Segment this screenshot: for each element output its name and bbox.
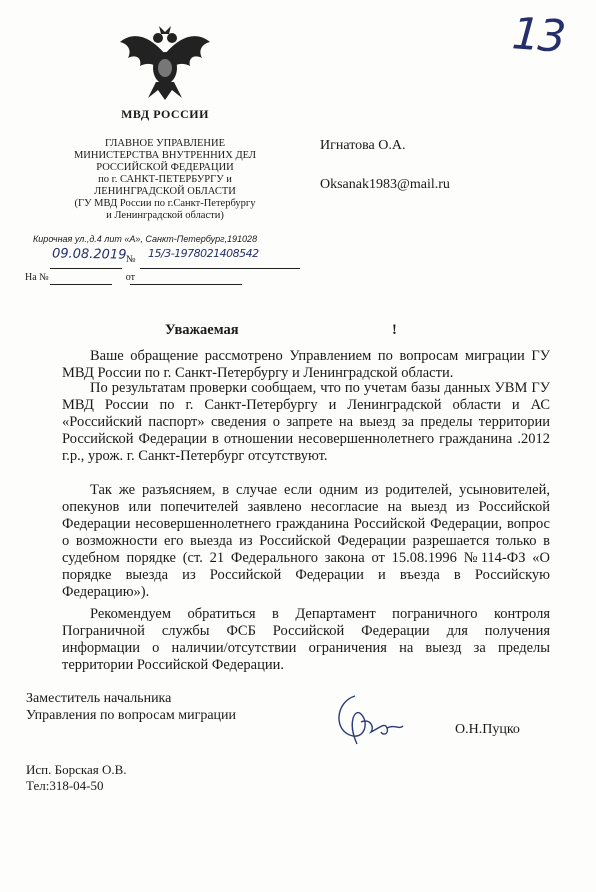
- paragraph: По результатам проверки сообщаем, что по учетам базы данных УВМ ГУ МВД России по г. Санкт-Петербургу и Ленинградской области и АС «Российский паспорт» сведения о запрете на выезд за пределы территории Российской Федерации в отношении несовершеннолетнего гражданина .2012 г.р., урож. г. Санкт-Петербург отсутствуют.: [62, 380, 550, 464]
- na-prefix: На №: [25, 272, 49, 283]
- ot-prefix: от: [125, 272, 135, 283]
- handwritten-signature: [325, 692, 415, 752]
- reference-row: [25, 272, 135, 283]
- paragraph: Ваше обращение рассмотрено Управлением по вопросам миграции ГУ МВД России по г. Санкт-Петербургу и Ленинградской области.: [62, 348, 550, 381]
- org-line: МИНИСТЕРСТВА ВНУТРЕННИХ ДЕЛ: [73, 150, 257, 161]
- recipient-email: Oksanak1983@mail.ru: [320, 177, 450, 192]
- redacted-name: [275, 322, 385, 340]
- org-name: МВД РОССИИ: [121, 107, 209, 121]
- org-line: ГЛАВНОЕ УПРАВЛЕНИЕ: [104, 138, 225, 149]
- number-prefix: №: [126, 254, 136, 265]
- executor-name: Исп. Борская О.В.: [26, 762, 127, 777]
- org-line: и Ленинградской области): [106, 210, 224, 221]
- recipient-name: Игнатова О.А.: [320, 138, 406, 153]
- org-block: [60, 138, 270, 222]
- paragraph: Рекомендуем обратиться в Департамент пограничного контроля Пограничной службы ФСБ Российской Федерации для получения информации о наличии/отсутствии ограничения на выезд за пределы территории Российской Федерации.: [62, 606, 550, 673]
- executor-phone: Тел:318-04-50: [26, 778, 104, 793]
- signer-name: О.Н.Пуцко: [455, 722, 520, 737]
- signer-title-line: Управления по вопросам миграции: [26, 708, 237, 723]
- org-line: РОССИЙСКОЙ ФЕДЕРАЦИИ: [96, 162, 234, 173]
- registration-number: 15/3-1978021408542: [148, 247, 259, 260]
- handwritten-page-number: 13: [510, 8, 566, 63]
- greeting: Уважаемая: [165, 322, 239, 338]
- paragraph: Так же разъясняем, в случае если одним из родителей, усыновителей, опекунов или попечителей заявлено несогласие на выезд из Российской Федерации несовершеннолетнего гражданина Российской Федерации, вопрос о возможности его выезда из Российской Федерации разрешается только в судебном порядке (ст. 21 Федерального закона от 15.08.1996 №114-ФЗ «О порядке выезда из Российской Федерации и въезда в Российскую Федерацию»).: [62, 482, 550, 600]
- greeting-end: !: [392, 322, 397, 338]
- signer-title: [26, 690, 236, 724]
- org-line: по г. САНКТ-ПЕТЕРБУРГУ и: [98, 174, 232, 185]
- reference-number-line: [50, 284, 112, 285]
- org-line: (ГУ МВД России по г.Санкт-Петербургу: [74, 198, 256, 209]
- signer-title-line: Заместитель начальника: [26, 691, 172, 706]
- executor-info: [26, 762, 127, 794]
- reference-date-line: [130, 284, 242, 285]
- document-date: 09.08.2019: [51, 246, 127, 263]
- org-address: Кирочная ул.,д.4 лит «А», Санкт-Петербург,191028: [33, 234, 258, 244]
- org-line: ЛЕНИНГРАДСКОЙ ОБЛАСТИ: [94, 186, 236, 197]
- double-headed-eagle-emblem: [118, 24, 212, 102]
